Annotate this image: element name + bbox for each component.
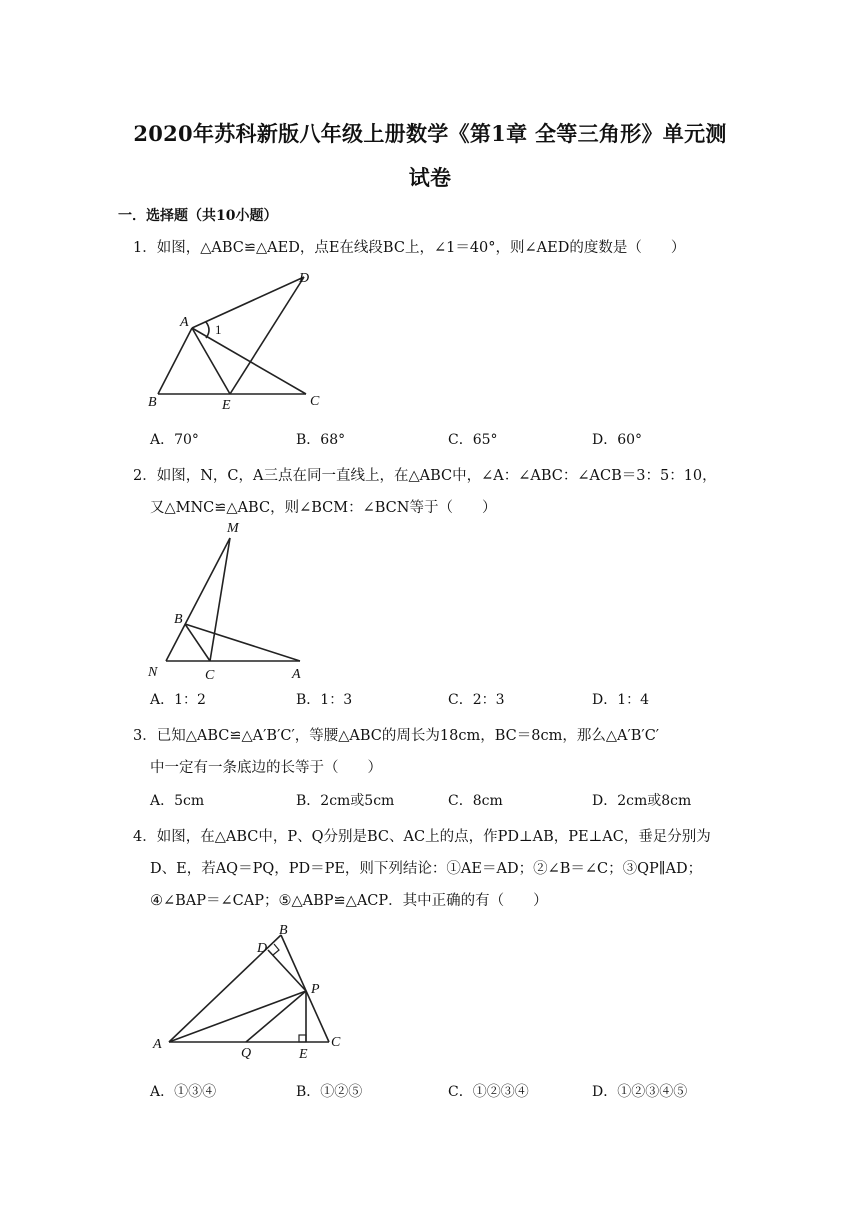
q1-option-c: C．65° [448, 432, 498, 448]
q4-label-e: E [299, 1047, 308, 1060]
q1-text: 1．如图，△ABC≌△AED，点E在线段BC上，∠1＝40°，则∠AED的度数是（ ） [133, 240, 686, 256]
q1-option-b: B．68° [296, 432, 346, 448]
q1-label-a: A [180, 315, 189, 330]
q1-label-angle-1: 1 [215, 322, 222, 337]
q4-label-p: P [311, 982, 320, 997]
q4-label-a: A [153, 1037, 162, 1052]
q4-option-b: B．①②⑤ [296, 1084, 363, 1100]
q1-label-b: B [148, 395, 157, 410]
q4-text-line-1: 4．如图，在△ABC中，P、Q分别是BC、AC上的点，作PD⊥AB，PE⊥AC，垂足分别为 [133, 829, 711, 845]
q3-option-c: C．8cm [448, 793, 503, 809]
q3-option-d: D．2cm或8cm [592, 793, 692, 809]
q1-figure [142, 268, 327, 413]
q2-text-line-1: 2．如图，N，C，A三点在同一直线上，在△ABC中，∠A：∠ABC：∠ACB＝3：5：10， [133, 468, 717, 484]
q2-label-a: A [292, 667, 301, 682]
q4-label-c: C [331, 1035, 341, 1050]
q2-figure [142, 516, 312, 684]
q4-label-d: D [257, 941, 268, 956]
q2-label-n: N [148, 665, 158, 680]
q1-label-e: E [222, 398, 231, 413]
q1-label-c: C [310, 394, 320, 409]
section-heading: 一．选择题（共10小题） [118, 208, 278, 224]
q1-option-d: D．60° [592, 432, 643, 448]
q2-option-c: C．2：3 [448, 692, 505, 708]
q4-label-q: Q [241, 1046, 252, 1060]
q4-option-d: D．①②③④⑤ [592, 1084, 688, 1100]
title-line-2: 试卷 [408, 165, 452, 190]
q3-text-line-1: 3．已知△ABC≌△A′B′C′，等腰△ABC的周长为18cm，BC＝8cm，那么△A′B′C′ [133, 728, 660, 744]
q4-text-line-2: D、E，若AQ＝PQ，PD＝PE，则下列结论：①AE＝AD；②∠B＝∠C；③QP∥AD； [150, 861, 703, 877]
q3-text-line-2: 中一定有一条底边的长等于（ ） [150, 760, 382, 776]
q4-figure [145, 918, 345, 1060]
q2-label-m: M [227, 521, 239, 536]
q4-option-a: A．①③④ [150, 1084, 217, 1100]
q3-option-b: B．2cm或5cm [296, 793, 395, 809]
q1-label-d: D [299, 271, 310, 286]
q2-label-c: C [205, 668, 215, 683]
q1-option-a: A．70° [150, 432, 199, 448]
q2-option-d: D．1：4 [592, 692, 650, 708]
q2-label-b: B [174, 612, 183, 627]
title-line-1: 2020年苏科新版八年级上册数学《第1章 全等三角形》单元测 [133, 121, 727, 146]
q2-option-a: A．1：2 [150, 692, 206, 708]
q4-label-b: B [279, 923, 288, 938]
q2-option-b: B．1：3 [296, 692, 353, 708]
q2-text-line-2: 又△MNC≌△ABC，则∠BCM：∠BCN等于（ ） [150, 500, 497, 516]
q3-option-a: A．5cm [150, 793, 205, 809]
q4-option-c: C．①②③④ [448, 1084, 529, 1100]
q4-text-line-3: ④∠BAP＝∠CAP；⑤△ABP≌△ACP．其中正确的有（ ） [150, 893, 548, 909]
